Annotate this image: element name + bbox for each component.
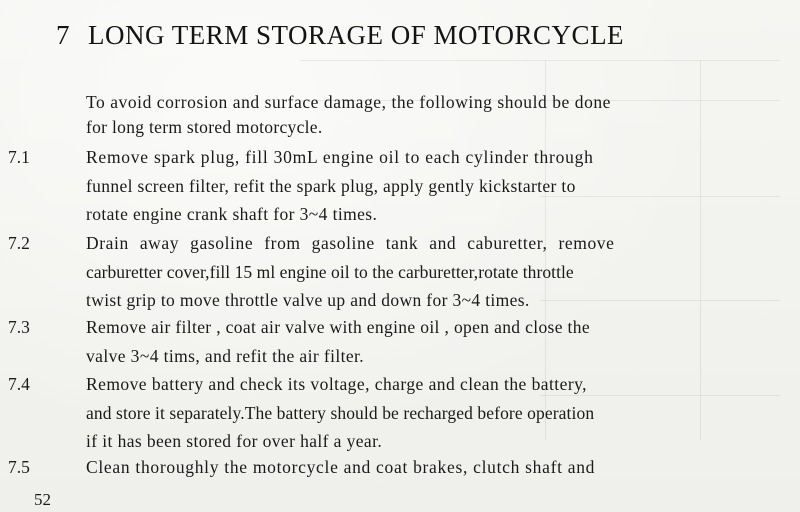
text-line: Drain away gasoline from gasoline tank and caburetter, remove bbox=[86, 233, 615, 253]
step-number: 7.4 bbox=[8, 374, 30, 394]
text-line: valve 3~4 tims, and refit the air filter. bbox=[86, 345, 365, 366]
text-line: carburetter cover,fill 15 ml engine oil to the carburetter,rotate throttle bbox=[86, 261, 574, 282]
step-number: 7.3 bbox=[8, 317, 30, 337]
text-line: funnel screen filter, refit the spark plug, apply gently kickstarter to bbox=[86, 175, 576, 196]
intro-paragraph bbox=[86, 90, 786, 140]
section-title: LONG TERM STORAGE OF MOTORCYCLE bbox=[88, 20, 625, 50]
section-heading bbox=[56, 20, 624, 51]
text-line: To avoid corrosion and surface damage, the following should be done bbox=[86, 92, 612, 112]
bleed-through-rule bbox=[300, 60, 780, 61]
step-text bbox=[86, 370, 786, 456]
text-line: for long term stored motorcycle. bbox=[86, 117, 323, 137]
text-line: Clean thoroughly the motorcycle and coat brakes, clutch shaft and bbox=[86, 457, 596, 477]
text-line: rotate engine crank shaft for 3~4 times. bbox=[86, 204, 378, 224]
text-line: twist grip to move throttle valve up and down for 3~4 times. bbox=[86, 290, 530, 310]
text-line: Remove air filter , coat air valve with engine oil , open and close the bbox=[86, 317, 590, 337]
section-number: 7 bbox=[56, 20, 70, 50]
step-number: 7.1 bbox=[8, 147, 30, 167]
text-line: and store it separately.The battery should be recharged before operation bbox=[86, 402, 595, 423]
step-number: 7.2 bbox=[8, 233, 30, 253]
step-text bbox=[86, 143, 786, 229]
step-text bbox=[86, 453, 786, 482]
text-line: if it has been stored for over half a year. bbox=[86, 431, 383, 451]
step-number: 7.5 bbox=[8, 457, 30, 477]
text-line: Remove battery and check its voltage, charge and clean the battery, bbox=[86, 374, 587, 394]
text-line: Remove spark plug, fill 30mL engine oil to each cylinder through bbox=[86, 147, 594, 167]
page-number: 52 bbox=[34, 490, 51, 509]
step-text bbox=[86, 313, 786, 370]
step-text bbox=[86, 229, 786, 315]
